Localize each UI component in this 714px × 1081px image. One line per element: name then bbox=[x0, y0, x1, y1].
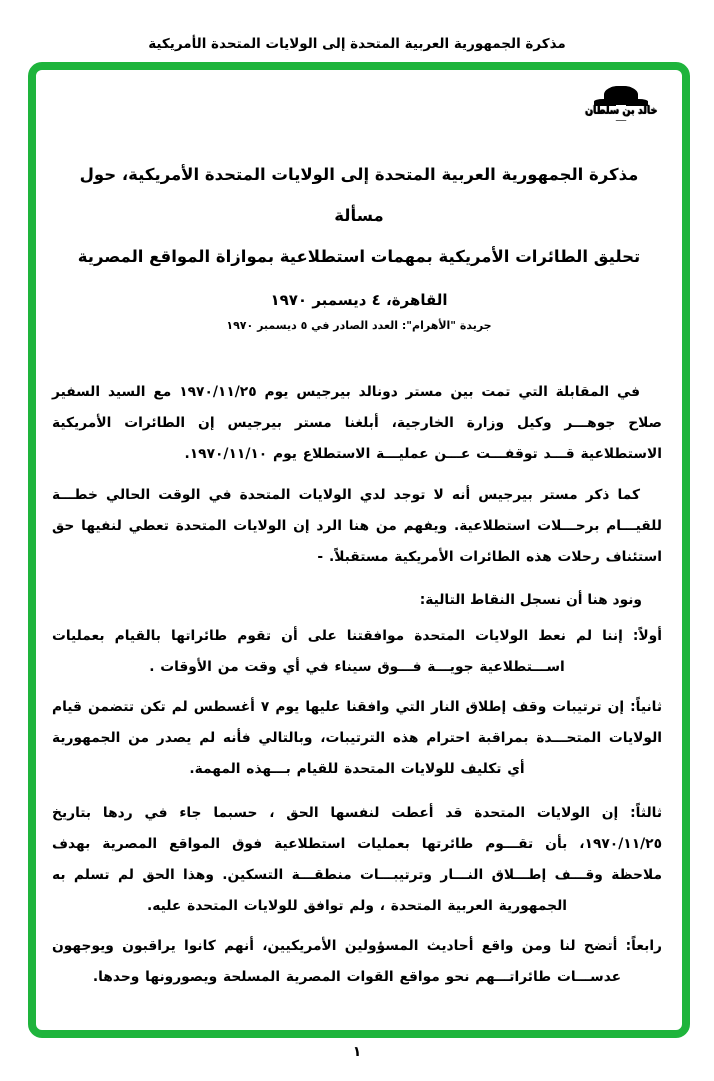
document-border-frame bbox=[28, 62, 690, 1038]
point-third-label: ثالثاً: bbox=[630, 805, 662, 821]
paragraph-no-plan: كما ذكر مستر بيرجيس أنه لا توجد لدي الولايات المتحدة في الوقت الحالي خطـــة للقيـــام برحـــلات استطلاعية. ويفهم من هنا الرد إن الولايات المتحدة تعطي لنفيها حق استئناف رحلات هذه الطائرات الأمريكية مستقبلاً. - bbox=[52, 487, 662, 565]
document-title-line2: تحليق الطائرات الأمريكية بمهمات استطلاعية بموازاة المواقع المصرية bbox=[77, 247, 641, 266]
page-number: ١ bbox=[352, 1044, 362, 1060]
source-citation: جريدة "الأهرام": العدد الصادر في ٥ ديسمبر ١٩٧٠ bbox=[226, 319, 492, 332]
point-first-label: أولاً: bbox=[632, 628, 662, 644]
running-header: مذكرة الجمهورية العربية المتحدة إلى الولايات المتحدة الأمريكية bbox=[148, 36, 566, 52]
point-second-label: ثانياً: bbox=[630, 699, 662, 715]
point-fourth-label: رابعاً: bbox=[625, 938, 662, 954]
document-body bbox=[36, 377, 682, 993]
paragraph-meeting: في المقابلة التي تمت بين مستر دونالد بيرجيس يوم ١٩٧٠/١١/٢٥ مع السيد السفير صلاح جوهـــر وكيل وزارة الخارجية، أبلغنا مستر بيرجيس إن الطائرات الأمريكية الاستطلاعية قـــد توقفـــت عـــن عمليـــة الاستطلاع يوم ١٩٧٠/١١/١٠. bbox=[52, 384, 662, 462]
dateline: القاهرة، ٤ ديسمبر ١٩٧٠ bbox=[270, 291, 448, 309]
point-first bbox=[52, 621, 662, 683]
document-title bbox=[66, 154, 652, 277]
point-second-text: إن ترتيبات وقف إطلاق النار التي وافقنا عليها يوم ٧ أغسطس لم تكن تتضمن قيام الولايات المتحـــدة بمراقبة احترام هذه الترتيبات، وبالتالي فأنه لم يصدر من الجمهورية أي تكليف للولايات المتحدة للقيام بـــهذه المهمة. bbox=[52, 699, 662, 777]
document-title-line1: مذكرة الجمهورية العربية المتحدة إلى الولايات المتحدة الأمريكية، حول مسألة bbox=[79, 165, 639, 225]
point-first-text: إننا لم نعط الولايات المتحدة موافقتنا على أن تقوم طائراتها بالقيام بعمليات اســـتطلاعية جويـــة فـــوق سيناء في أي وقت من الأوقات . bbox=[52, 628, 623, 675]
points-intro-line: ونود هنا أن نسجل النقاط التالية: bbox=[419, 592, 642, 608]
ink-stamp bbox=[578, 86, 664, 122]
stamp-flourish: ـــــ bbox=[615, 115, 627, 123]
point-fourth bbox=[52, 931, 662, 993]
point-third bbox=[52, 798, 662, 922]
point-fourth-text: أتضح لنا ومن واقع أحاديث المسؤولين الأمريكيين، أنهم كانوا يراقبون ويوجهون عدســـات طائراتـــهم نحو مواقع القوات المصرية المسلحة ويصورونها وحدها. bbox=[52, 938, 622, 985]
stamp-text: خالد بن سلطان bbox=[584, 104, 658, 117]
stamp-crest-icon bbox=[604, 86, 638, 105]
point-third-text: إن الولايات المتحدة قد أعطت لنفسها الحق ، حسبما جاء في ردها بتاريخ ١٩٧٠/١١/٢٥، بأن تقـــوم طائرتها بعمليات استطلاعية فوق المواقع المصرية بهدف ملاحظة وقـــف إطـــلاق النـــار وترتيبـــات منطقـــة التسكين. وهذا الحق لم تسلم به الجمهورية العربية المتحدة ، ولم توافق للولايات المتحدة عليه. bbox=[52, 805, 662, 914]
point-second bbox=[52, 692, 662, 785]
